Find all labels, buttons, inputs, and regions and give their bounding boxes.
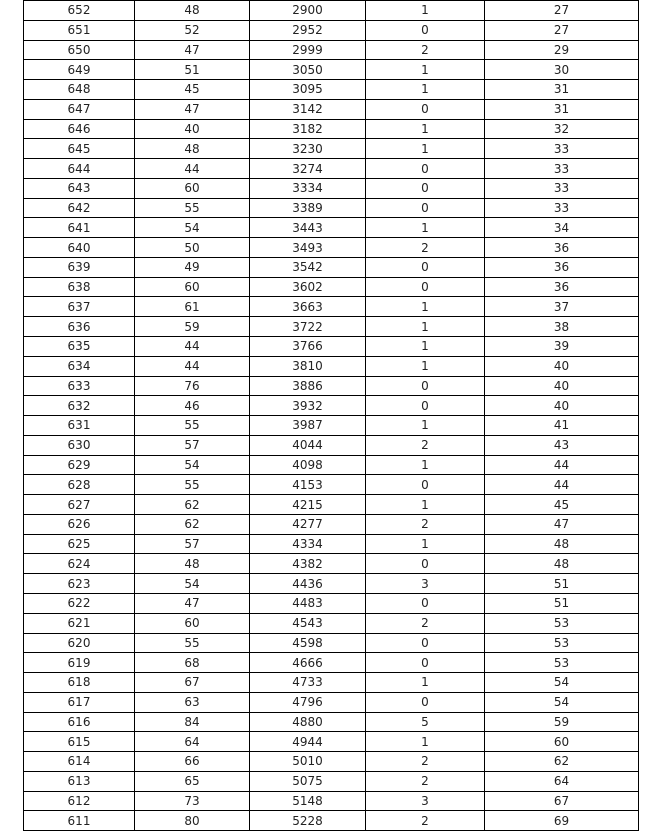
sub-cumulative-cell: 32 bbox=[485, 119, 639, 139]
score-cell: 613 bbox=[24, 771, 135, 791]
sub-count-cell: 0 bbox=[366, 159, 485, 179]
score-cell: 633 bbox=[24, 376, 135, 396]
sub-cumulative-cell: 40 bbox=[485, 356, 639, 376]
cumulative-count-cell: 2900 bbox=[250, 1, 366, 21]
sub-count-cell: 1 bbox=[366, 337, 485, 357]
sub-count-cell: 2 bbox=[366, 613, 485, 633]
table-row bbox=[24, 791, 639, 811]
cumulative-count-cell: 4334 bbox=[250, 534, 366, 554]
score-cell: 638 bbox=[24, 277, 135, 297]
sub-cumulative-cell: 36 bbox=[485, 257, 639, 277]
sub-count-cell: 0 bbox=[366, 277, 485, 297]
sub-count-cell: 1 bbox=[366, 139, 485, 159]
sub-cumulative-cell: 33 bbox=[485, 198, 639, 218]
cumulative-count-cell: 3443 bbox=[250, 218, 366, 238]
score-table-body bbox=[24, 1, 639, 831]
sub-cumulative-cell: 44 bbox=[485, 455, 639, 475]
cumulative-count-cell: 3932 bbox=[250, 396, 366, 416]
cumulative-count-cell: 2952 bbox=[250, 20, 366, 40]
count-cell: 65 bbox=[135, 771, 250, 791]
table-row bbox=[24, 178, 639, 198]
cumulative-count-cell: 3230 bbox=[250, 139, 366, 159]
score-cell: 643 bbox=[24, 178, 135, 198]
table-row bbox=[24, 633, 639, 653]
table-row bbox=[24, 435, 639, 455]
count-cell: 57 bbox=[135, 534, 250, 554]
count-cell: 50 bbox=[135, 238, 250, 258]
sub-count-cell: 0 bbox=[366, 198, 485, 218]
count-cell: 51 bbox=[135, 60, 250, 80]
table-row bbox=[24, 159, 639, 179]
cumulative-count-cell: 3389 bbox=[250, 198, 366, 218]
sub-cumulative-cell: 36 bbox=[485, 277, 639, 297]
count-cell: 49 bbox=[135, 257, 250, 277]
table-row bbox=[24, 495, 639, 515]
score-cell: 622 bbox=[24, 593, 135, 613]
table-row bbox=[24, 732, 639, 752]
sub-cumulative-cell: 40 bbox=[485, 396, 639, 416]
sub-count-cell: 3 bbox=[366, 574, 485, 594]
cumulative-count-cell: 5010 bbox=[250, 752, 366, 772]
score-cell: 635 bbox=[24, 337, 135, 357]
table-row bbox=[24, 593, 639, 613]
count-cell: 48 bbox=[135, 1, 250, 21]
table-row bbox=[24, 752, 639, 772]
cumulative-count-cell: 4153 bbox=[250, 475, 366, 495]
count-cell: 48 bbox=[135, 554, 250, 574]
sub-cumulative-cell: 33 bbox=[485, 159, 639, 179]
cumulative-count-cell: 3766 bbox=[250, 337, 366, 357]
cumulative-count-cell: 5228 bbox=[250, 811, 366, 831]
table-row bbox=[24, 1, 639, 21]
table-row bbox=[24, 554, 639, 574]
sub-cumulative-cell: 36 bbox=[485, 238, 639, 258]
score-table-container bbox=[23, 0, 638, 831]
count-cell: 44 bbox=[135, 159, 250, 179]
table-row bbox=[24, 514, 639, 534]
cumulative-count-cell: 3663 bbox=[250, 297, 366, 317]
sub-cumulative-cell: 37 bbox=[485, 297, 639, 317]
score-cell: 615 bbox=[24, 732, 135, 752]
table-row bbox=[24, 119, 639, 139]
sub-count-cell: 1 bbox=[366, 1, 485, 21]
cumulative-count-cell: 4277 bbox=[250, 514, 366, 534]
cumulative-count-cell: 3886 bbox=[250, 376, 366, 396]
sub-cumulative-cell: 38 bbox=[485, 317, 639, 337]
sub-cumulative-cell: 33 bbox=[485, 178, 639, 198]
score-cell: 634 bbox=[24, 356, 135, 376]
sub-cumulative-cell: 53 bbox=[485, 633, 639, 653]
sub-cumulative-cell: 48 bbox=[485, 534, 639, 554]
score-table bbox=[23, 0, 639, 831]
cumulative-count-cell: 4483 bbox=[250, 593, 366, 613]
table-row bbox=[24, 356, 639, 376]
count-cell: 80 bbox=[135, 811, 250, 831]
sub-cumulative-cell: 53 bbox=[485, 613, 639, 633]
table-row bbox=[24, 337, 639, 357]
count-cell: 73 bbox=[135, 791, 250, 811]
score-cell: 621 bbox=[24, 613, 135, 633]
sub-cumulative-cell: 53 bbox=[485, 653, 639, 673]
score-cell: 640 bbox=[24, 238, 135, 258]
table-row bbox=[24, 257, 639, 277]
sub-count-cell: 2 bbox=[366, 811, 485, 831]
count-cell: 60 bbox=[135, 178, 250, 198]
sub-cumulative-cell: 54 bbox=[485, 673, 639, 693]
count-cell: 44 bbox=[135, 356, 250, 376]
score-cell: 639 bbox=[24, 257, 135, 277]
table-row bbox=[24, 613, 639, 633]
sub-cumulative-cell: 60 bbox=[485, 732, 639, 752]
cumulative-count-cell: 5148 bbox=[250, 791, 366, 811]
sub-count-cell: 5 bbox=[366, 712, 485, 732]
sub-count-cell: 3 bbox=[366, 791, 485, 811]
cumulative-count-cell: 4044 bbox=[250, 435, 366, 455]
sub-cumulative-cell: 59 bbox=[485, 712, 639, 732]
table-row bbox=[24, 475, 639, 495]
sub-cumulative-cell: 41 bbox=[485, 416, 639, 436]
table-row bbox=[24, 218, 639, 238]
table-row bbox=[24, 416, 639, 436]
count-cell: 40 bbox=[135, 119, 250, 139]
count-cell: 66 bbox=[135, 752, 250, 772]
count-cell: 52 bbox=[135, 20, 250, 40]
score-cell: 625 bbox=[24, 534, 135, 554]
sub-cumulative-cell: 44 bbox=[485, 475, 639, 495]
score-cell: 619 bbox=[24, 653, 135, 673]
count-cell: 76 bbox=[135, 376, 250, 396]
cumulative-count-cell: 3493 bbox=[250, 238, 366, 258]
cumulative-count-cell: 3050 bbox=[250, 60, 366, 80]
table-row bbox=[24, 771, 639, 791]
score-cell: 618 bbox=[24, 673, 135, 693]
cumulative-count-cell: 3810 bbox=[250, 356, 366, 376]
score-cell: 612 bbox=[24, 791, 135, 811]
count-cell: 55 bbox=[135, 198, 250, 218]
count-cell: 68 bbox=[135, 653, 250, 673]
cumulative-count-cell: 4733 bbox=[250, 673, 366, 693]
sub-count-cell: 1 bbox=[366, 673, 485, 693]
sub-cumulative-cell: 34 bbox=[485, 218, 639, 238]
sub-count-cell: 1 bbox=[366, 455, 485, 475]
sub-cumulative-cell: 67 bbox=[485, 791, 639, 811]
count-cell: 60 bbox=[135, 613, 250, 633]
sub-count-cell: 1 bbox=[366, 416, 485, 436]
cumulative-count-cell: 4543 bbox=[250, 613, 366, 633]
sub-cumulative-cell: 40 bbox=[485, 376, 639, 396]
count-cell: 44 bbox=[135, 337, 250, 357]
cumulative-count-cell: 4880 bbox=[250, 712, 366, 732]
score-cell: 620 bbox=[24, 633, 135, 653]
table-row bbox=[24, 297, 639, 317]
sub-count-cell: 0 bbox=[366, 99, 485, 119]
sub-count-cell: 2 bbox=[366, 435, 485, 455]
score-cell: 628 bbox=[24, 475, 135, 495]
sub-cumulative-cell: 29 bbox=[485, 40, 639, 60]
sub-cumulative-cell: 27 bbox=[485, 20, 639, 40]
sub-count-cell: 1 bbox=[366, 80, 485, 100]
score-cell: 629 bbox=[24, 455, 135, 475]
count-cell: 47 bbox=[135, 99, 250, 119]
cumulative-count-cell: 3142 bbox=[250, 99, 366, 119]
table-row bbox=[24, 80, 639, 100]
count-cell: 55 bbox=[135, 416, 250, 436]
score-cell: 617 bbox=[24, 692, 135, 712]
sub-cumulative-cell: 64 bbox=[485, 771, 639, 791]
score-cell: 626 bbox=[24, 514, 135, 534]
count-cell: 64 bbox=[135, 732, 250, 752]
table-row bbox=[24, 712, 639, 732]
score-cell: 647 bbox=[24, 99, 135, 119]
count-cell: 59 bbox=[135, 317, 250, 337]
table-row bbox=[24, 673, 639, 693]
sub-count-cell: 0 bbox=[366, 20, 485, 40]
table-row bbox=[24, 139, 639, 159]
count-cell: 57 bbox=[135, 435, 250, 455]
cumulative-count-cell: 3182 bbox=[250, 119, 366, 139]
count-cell: 48 bbox=[135, 139, 250, 159]
sub-count-cell: 0 bbox=[366, 178, 485, 198]
sub-count-cell: 1 bbox=[366, 732, 485, 752]
sub-cumulative-cell: 39 bbox=[485, 337, 639, 357]
count-cell: 62 bbox=[135, 495, 250, 515]
table-row bbox=[24, 99, 639, 119]
table-row bbox=[24, 574, 639, 594]
cumulative-count-cell: 4944 bbox=[250, 732, 366, 752]
sub-count-cell: 2 bbox=[366, 238, 485, 258]
score-cell: 642 bbox=[24, 198, 135, 218]
cumulative-count-cell: 4436 bbox=[250, 574, 366, 594]
count-cell: 55 bbox=[135, 475, 250, 495]
sub-count-cell: 0 bbox=[366, 633, 485, 653]
table-row bbox=[24, 277, 639, 297]
count-cell: 47 bbox=[135, 593, 250, 613]
score-cell: 632 bbox=[24, 396, 135, 416]
sub-count-cell: 2 bbox=[366, 40, 485, 60]
count-cell: 47 bbox=[135, 40, 250, 60]
cumulative-count-cell: 4098 bbox=[250, 455, 366, 475]
sub-count-cell: 0 bbox=[366, 692, 485, 712]
count-cell: 67 bbox=[135, 673, 250, 693]
sub-count-cell: 1 bbox=[366, 495, 485, 515]
score-cell: 623 bbox=[24, 574, 135, 594]
count-cell: 62 bbox=[135, 514, 250, 534]
score-cell: 651 bbox=[24, 20, 135, 40]
count-cell: 54 bbox=[135, 574, 250, 594]
table-row bbox=[24, 396, 639, 416]
sub-count-cell: 1 bbox=[366, 60, 485, 80]
sub-count-cell: 0 bbox=[366, 554, 485, 574]
sub-cumulative-cell: 62 bbox=[485, 752, 639, 772]
score-cell: 614 bbox=[24, 752, 135, 772]
sub-cumulative-cell: 51 bbox=[485, 593, 639, 613]
table-row bbox=[24, 376, 639, 396]
sub-count-cell: 1 bbox=[366, 297, 485, 317]
cumulative-count-cell: 4666 bbox=[250, 653, 366, 673]
count-cell: 63 bbox=[135, 692, 250, 712]
sub-count-cell: 0 bbox=[366, 653, 485, 673]
sub-cumulative-cell: 27 bbox=[485, 1, 639, 21]
table-row bbox=[24, 455, 639, 475]
cumulative-count-cell: 2999 bbox=[250, 40, 366, 60]
score-cell: 631 bbox=[24, 416, 135, 436]
cumulative-count-cell: 4382 bbox=[250, 554, 366, 574]
cumulative-count-cell: 3542 bbox=[250, 257, 366, 277]
sub-count-cell: 0 bbox=[366, 376, 485, 396]
cumulative-count-cell: 4598 bbox=[250, 633, 366, 653]
score-cell: 641 bbox=[24, 218, 135, 238]
score-cell: 637 bbox=[24, 297, 135, 317]
sub-count-cell: 0 bbox=[366, 593, 485, 613]
table-row bbox=[24, 40, 639, 60]
table-row bbox=[24, 20, 639, 40]
count-cell: 55 bbox=[135, 633, 250, 653]
score-cell: 652 bbox=[24, 1, 135, 21]
sub-count-cell: 1 bbox=[366, 119, 485, 139]
sub-cumulative-cell: 69 bbox=[485, 811, 639, 831]
score-cell: 616 bbox=[24, 712, 135, 732]
count-cell: 54 bbox=[135, 218, 250, 238]
cumulative-count-cell: 3274 bbox=[250, 159, 366, 179]
cumulative-count-cell: 4796 bbox=[250, 692, 366, 712]
cumulative-count-cell: 3334 bbox=[250, 178, 366, 198]
sub-count-cell: 0 bbox=[366, 396, 485, 416]
sub-count-cell: 1 bbox=[366, 218, 485, 238]
sub-count-cell: 0 bbox=[366, 257, 485, 277]
sub-cumulative-cell: 47 bbox=[485, 514, 639, 534]
table-row bbox=[24, 317, 639, 337]
score-cell: 636 bbox=[24, 317, 135, 337]
score-cell: 648 bbox=[24, 80, 135, 100]
sub-cumulative-cell: 31 bbox=[485, 99, 639, 119]
score-cell: 645 bbox=[24, 139, 135, 159]
table-row bbox=[24, 692, 639, 712]
sub-cumulative-cell: 48 bbox=[485, 554, 639, 574]
sub-cumulative-cell: 54 bbox=[485, 692, 639, 712]
score-cell: 646 bbox=[24, 119, 135, 139]
score-cell: 630 bbox=[24, 435, 135, 455]
sub-count-cell: 1 bbox=[366, 534, 485, 554]
sub-cumulative-cell: 51 bbox=[485, 574, 639, 594]
cumulative-count-cell: 3095 bbox=[250, 80, 366, 100]
count-cell: 84 bbox=[135, 712, 250, 732]
sub-count-cell: 2 bbox=[366, 514, 485, 534]
table-row bbox=[24, 238, 639, 258]
table-row bbox=[24, 534, 639, 554]
sub-cumulative-cell: 31 bbox=[485, 80, 639, 100]
cumulative-count-cell: 3602 bbox=[250, 277, 366, 297]
score-cell: 624 bbox=[24, 554, 135, 574]
cumulative-count-cell: 5075 bbox=[250, 771, 366, 791]
table-row bbox=[24, 653, 639, 673]
sub-cumulative-cell: 33 bbox=[485, 139, 639, 159]
score-cell: 650 bbox=[24, 40, 135, 60]
count-cell: 46 bbox=[135, 396, 250, 416]
score-cell: 611 bbox=[24, 811, 135, 831]
count-cell: 45 bbox=[135, 80, 250, 100]
table-row bbox=[24, 198, 639, 218]
table-row bbox=[24, 60, 639, 80]
score-cell: 627 bbox=[24, 495, 135, 515]
cumulative-count-cell: 3722 bbox=[250, 317, 366, 337]
sub-count-cell: 2 bbox=[366, 752, 485, 772]
sub-count-cell: 1 bbox=[366, 317, 485, 337]
sub-cumulative-cell: 43 bbox=[485, 435, 639, 455]
sub-count-cell: 0 bbox=[366, 475, 485, 495]
sub-cumulative-cell: 30 bbox=[485, 60, 639, 80]
count-cell: 61 bbox=[135, 297, 250, 317]
sub-count-cell: 2 bbox=[366, 771, 485, 791]
count-cell: 54 bbox=[135, 455, 250, 475]
score-cell: 649 bbox=[24, 60, 135, 80]
cumulative-count-cell: 3987 bbox=[250, 416, 366, 436]
count-cell: 60 bbox=[135, 277, 250, 297]
sub-cumulative-cell: 45 bbox=[485, 495, 639, 515]
sub-count-cell: 1 bbox=[366, 356, 485, 376]
cumulative-count-cell: 4215 bbox=[250, 495, 366, 515]
table-row bbox=[24, 811, 639, 831]
score-cell: 644 bbox=[24, 159, 135, 179]
